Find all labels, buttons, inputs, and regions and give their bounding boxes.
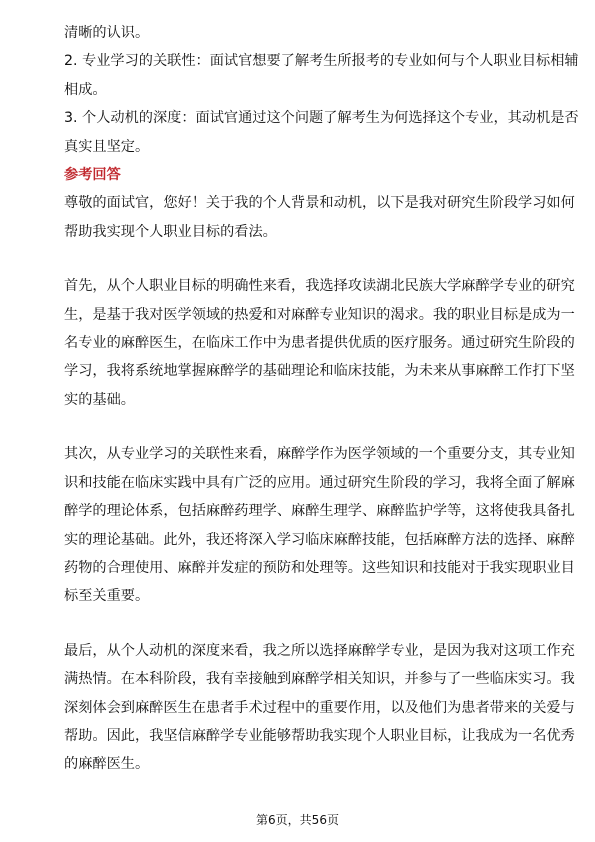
answer-second-paragraph: 其次，从专业学习的关联性来看，麻醉学作为医学领域的一个重要分支，其专业知识和技能在临床实践中具有广泛的应用。通过研究生阶段的学习，我将全面了解麻醉学的理论体系，包括麻醉药理学、麻醉生理学、麻醉监护学等，这将使我具备扎实的理论基础。此外，我还将深入学习临床麻醉技能，包括麻醉方法的选择、麻醉药物的合理使用、麻醉并发症的预防和处理等。这些知识和技能对于我实现职业目标至关重要。 <box>64 446 575 605</box>
answer-intro-paragraph: 尊敬的面试官，您好！关于我的个人背景和动机，以下是我对研究生阶段学习如何帮助我实现个人职业目标的看法。 <box>64 195 575 240</box>
page-number-footer: 第6页，共56页 <box>256 813 339 827</box>
paragraph-spacer <box>64 414 585 440</box>
point-3-paragraph: 3. 个人动机的深度：面试官通过这个问题了解考生为何选择这个专业，其动机是否真实且坚定。 <box>64 110 579 155</box>
answer-first-paragraph: 首先，从个人职业目标的明确性来看，我选择攻读湖北民族大学麻醉学专业的研究生，是基于我对医学领域的热爱和对麻醉专业知识的渴求。我的职业目标是成为一名专业的麻醉医生，在临床工作中为患者提供优质的医疗服务。通过研究生阶段的学习，我将系统地掌握麻醉学的基础理论和临床技能，为未来从事麻醉工作打下坚实的基础。 <box>64 278 575 408</box>
point-2-paragraph: 2. 专业学习的关联性：面试官想要了解考生所报考的专业如何与个人职业目标相辅相成。 <box>64 53 579 98</box>
answer-heading: 参考回答 <box>64 167 121 184</box>
paragraph-spacer <box>64 246 585 272</box>
answer-final-paragraph: 最后，从个人动机的深度来看，我之所以选择麻醉学专业，是因为我对这项工作充满热情。在本科阶段，我有幸接触到麻醉学相关知识，并参与了一些临床实习。我深刻体会到麻醉医生在患者手术过程中的重要作用，以及他们为患者带来的关爱与帮助。因此，我坚信麻醉学专业能够帮助我实现个人职业目标，让我成为一名优秀的麻醉医生。 <box>64 642 575 773</box>
paragraph-spacer <box>64 611 585 637</box>
paragraph-continuation: 清晰的认识。 <box>64 25 150 41</box>
page-content <box>64 19 585 779</box>
